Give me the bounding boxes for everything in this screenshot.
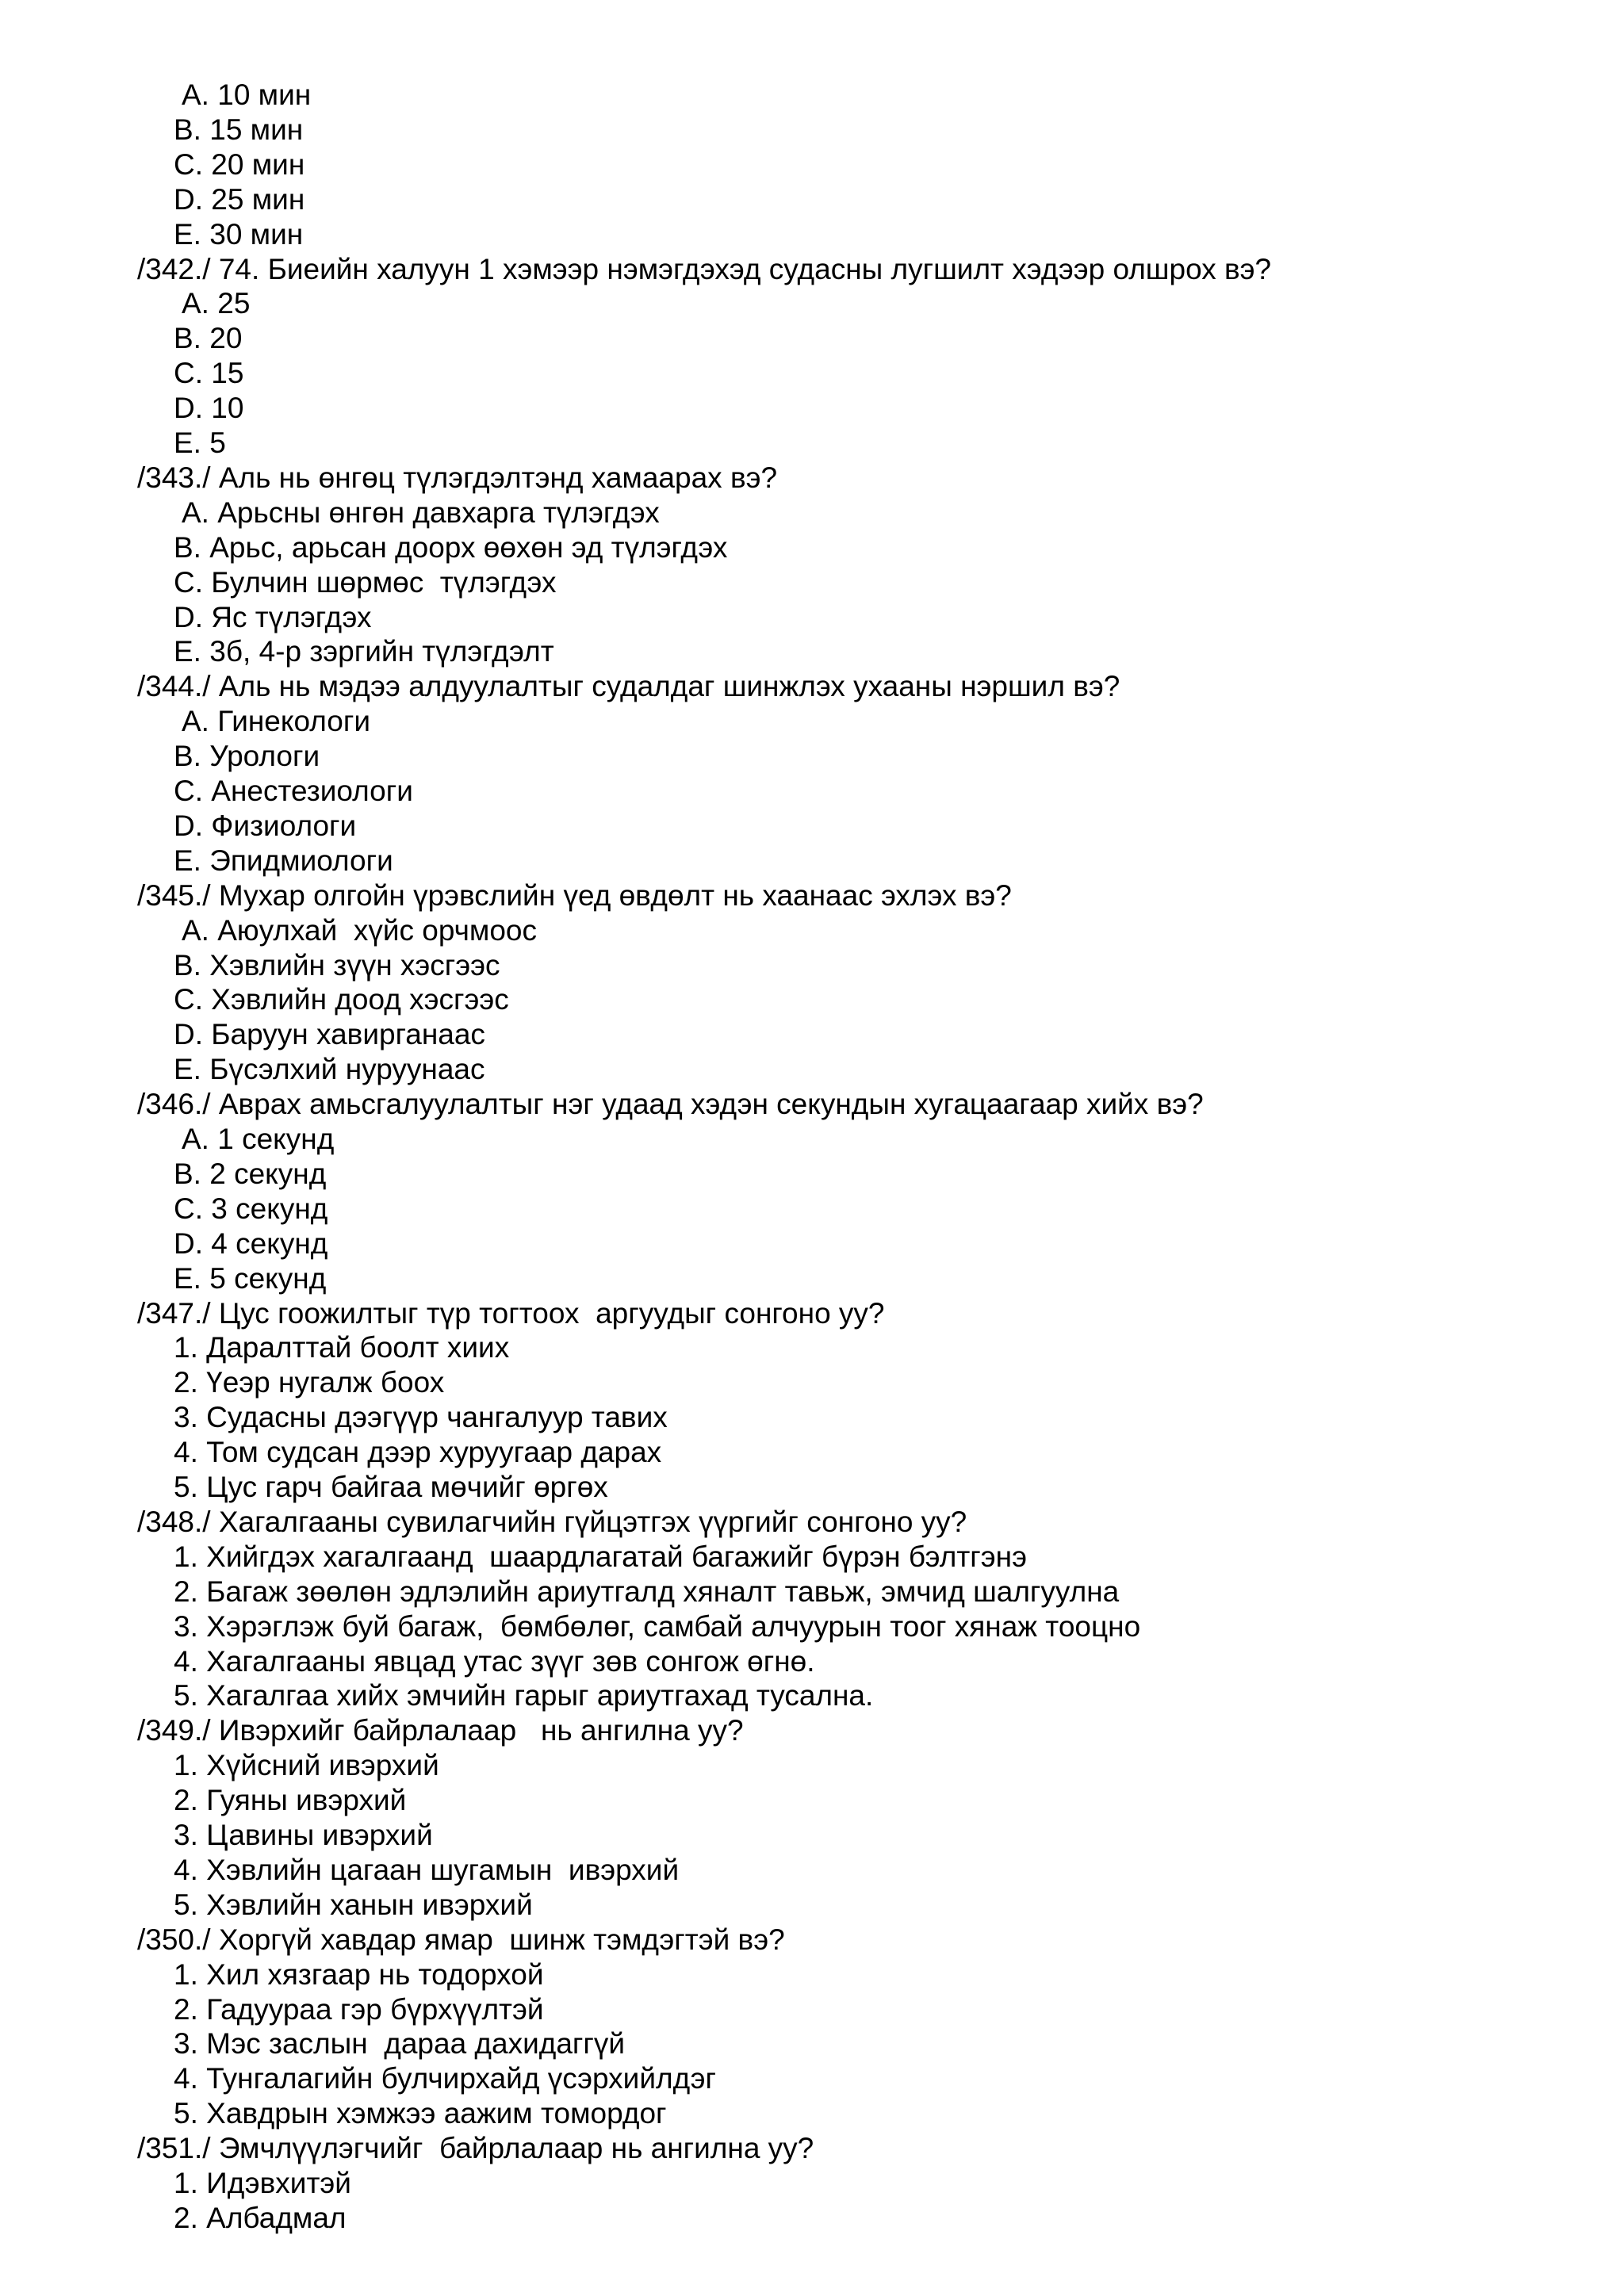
answer-option: 3. Мэс заслын дараа дахидаггүй [174, 2027, 626, 2060]
answer-option: B. 2 секунд [174, 1158, 327, 1190]
answer-option: B. 15 мин [174, 113, 304, 146]
answer-option: C. Булчин шөрмөс түлэгдэх [174, 566, 557, 599]
answer-option: B. 20 [174, 322, 243, 354]
answer-option: D. Яс түлэгдэх [174, 601, 372, 633]
answer-option: E. Эпидмиологи [174, 844, 393, 877]
answer-option: B. Хэвлийн зүүн хэсгээс [174, 949, 500, 982]
answer-option: A. 25 [182, 287, 251, 320]
answer-option: 4. Тунгалагийн булчирхайд үсэрхийлдэг [174, 2062, 716, 2095]
answer-option: A. Арьсны өнгөн давхарга түлэгдэх [182, 496, 660, 529]
answer-option: C. 3 секунд [174, 1192, 328, 1225]
answer-option: C. 20 мин [174, 148, 305, 181]
answer-option: 1. Хийгдэх хагалгаанд шаардлагатай багажийг бүрэн бэлтгэнэ [174, 1540, 1027, 1573]
answer-option: 5. Цус гарч байгаа мөчийг өргөх [174, 1471, 608, 1503]
answer-option: 2. Гадуураа гэр бүрхүүлтэй [174, 1993, 544, 2026]
answer-option: D. Баруун хавирганаас [174, 1018, 485, 1050]
answer-option: 4. Хэвлийн цагаан шугамын ивэрхий [174, 1854, 680, 1886]
answer-option: 1. Даралттай боолт хиих [174, 1331, 510, 1364]
answer-option: 4. Хагалгааны явцад утас зүүг зөв сонгож өгнө. [174, 1645, 815, 1678]
question-line: /346./ Аврах амьсгалуулалтыг нэг удаад хэдэн секундын хугацаагаар хийх вэ? [137, 1088, 1204, 1120]
answer-option: B. Арьс, арьсан доорх өөхөн эд түлэгдэх [174, 531, 728, 564]
answer-option: 5. Хавдрын хэмжээ аажим томордог [174, 2097, 667, 2130]
answer-option: B. Урологи [174, 740, 320, 772]
question-line: /350./ Хоргүй хавдар ямар шинж тэмдэгтэй вэ? [137, 1923, 785, 1956]
answer-option: 4. Том судсан дээр хуруугаар дарах [174, 1436, 662, 1468]
answer-option: 2. Багаж зөөлөн эдлэлийн ариутгалд хяналт тавьж, эмчид шалгуулна [174, 1575, 1120, 1608]
answer-option: A. 10 мин [182, 78, 312, 111]
answer-option: 1. Хил хязгаар нь тодорхой [174, 1958, 544, 1991]
answer-option: D. 4 секунд [174, 1227, 328, 1260]
answer-option: C. 15 [174, 357, 244, 389]
question-line: /351./ Эмчлүүлэгчийг байрлалаар нь ангилна уу? [137, 2132, 814, 2164]
answer-option: A. 1 секунд [182, 1123, 335, 1155]
question-line: /347./ Цус гоожилтыг түр тогтоох аргуудыг сонгоно уу? [137, 1297, 885, 1330]
answer-option: 3. Хэрэглэж буй багаж, бөмбөлөг, самбай алчуурын тоог хянаж тооцно [174, 1610, 1141, 1643]
answer-option: 5. Хагалгаа хийх эмчийн гарыг ариутгахад тусална. [174, 1679, 874, 1712]
question-line: /343./ Аль нь өнгөц түлэгдэлтэнд хамаарах вэ? [137, 461, 778, 494]
answer-option: 3. Судасны дээгүүр чангалуур тавих [174, 1401, 668, 1433]
answer-option: A. Гинекологи [182, 705, 370, 737]
answer-option: 5. Хэвлийн ханын ивэрхий [174, 1888, 533, 1921]
answer-option: D. 10 [174, 392, 244, 424]
answer-option: 1. Хүйсний ивэрхий [174, 1749, 439, 1781]
answer-option: E. Бүсэлхий нуруунаас [174, 1053, 485, 1085]
answer-option: 2. Албадмал [174, 2202, 347, 2234]
question-line: /344./ Аль нь мэдээ алдуулалтыг судалдаг шинжлэх ухааны нэршил вэ? [137, 670, 1120, 702]
answer-option: E. 30 мин [174, 218, 304, 251]
answer-option: E. 3б, 4-р зэргийн түлэгдэлт [174, 635, 554, 668]
answer-option: D. 25 мин [174, 183, 305, 216]
answer-option: E. 5 секунд [174, 1262, 327, 1295]
answer-option: 2. Гуяны ивэрхий [174, 1784, 407, 1816]
answer-option: 2. Үеэр нугалж боох [174, 1366, 445, 1399]
answer-option: C. Хэвлийн доод хэсгээс [174, 983, 509, 1016]
question-line: /345./ Мухар олгойн үрэвслийн үед өвдөлт нь хаанаас эхлэх вэ? [137, 879, 1012, 912]
question-line: /349./ Ивэрхийг байрлалаар нь ангилна уу? [137, 1714, 744, 1747]
question-line: /342./ 74. Биеийн халуун 1 хэмээр нэмэгдэхэд судасны лугшилт хэдээр олшрох вэ? [137, 253, 1272, 285]
answer-option: 1. Идэвхитэй [174, 2167, 351, 2199]
question-line: /348./ Хагалгааны сувилагчийн гүйцэтгэх үүргийг сонгоно уу? [137, 1506, 967, 1538]
answer-option: 3. Цавины ивэрхий [174, 1819, 433, 1851]
answer-option: C. Анестезиологи [174, 775, 413, 807]
answer-option: E. 5 [174, 427, 226, 459]
answer-option: D. Физиологи [174, 809, 357, 842]
answer-option: A. Аюулхай хүйс орчмоос [182, 914, 537, 947]
